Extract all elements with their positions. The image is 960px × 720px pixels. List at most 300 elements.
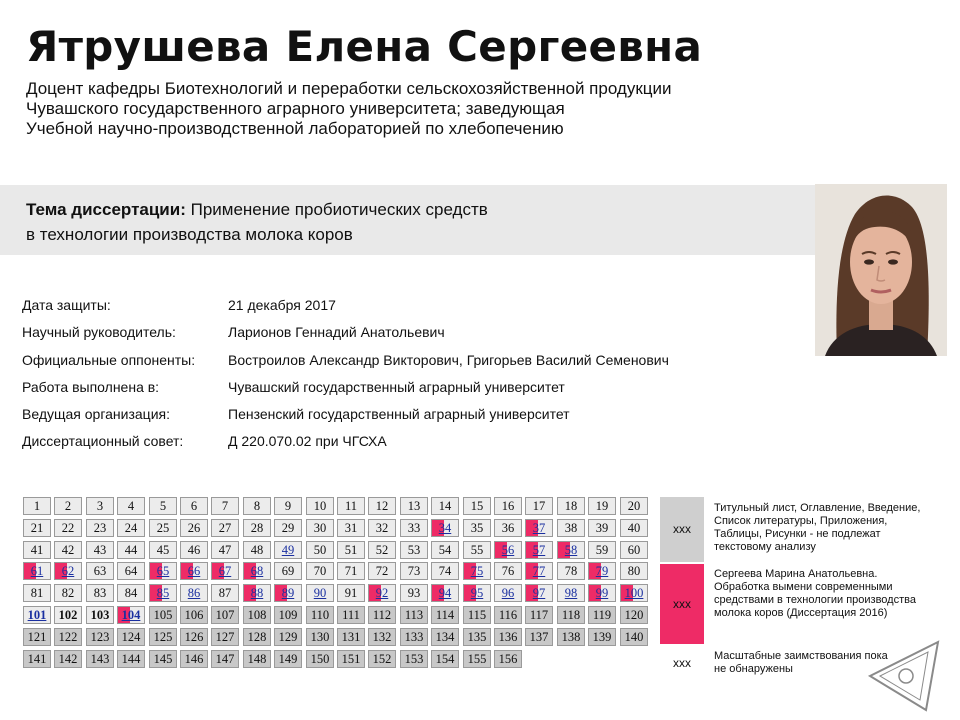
page-cell-148 [243, 650, 271, 668]
page-cell-124 [117, 628, 145, 646]
page-number: 106 [184, 608, 204, 622]
page-number: 1 [33, 499, 41, 513]
page-number: 21 [30, 521, 44, 535]
page-number: 20 [627, 499, 641, 513]
page-number: 41 [30, 543, 44, 557]
page-cell-83 [86, 584, 114, 602]
page-number: 118 [561, 608, 581, 622]
info-label: Дата защиты: [22, 297, 111, 313]
page-cell-137 [525, 628, 553, 646]
page-number: 72 [375, 564, 389, 578]
page-number: 96 [501, 586, 515, 600]
page-cell-156 [494, 650, 522, 668]
page-number: 54 [438, 543, 452, 557]
page-cell-119 [588, 606, 616, 624]
page-cell-81 [23, 584, 51, 602]
page-number: 69 [281, 564, 295, 578]
page-number: 63 [93, 564, 107, 578]
page-cell-111 [337, 606, 365, 624]
info-label: Ведущая организация: [22, 406, 170, 423]
page-cell-123 [86, 628, 114, 646]
page-number: 121 [27, 630, 47, 644]
page-number: 22 [61, 521, 75, 535]
page-number: 19 [595, 499, 609, 513]
page-cell-141 [23, 650, 51, 668]
page-cell-25 [149, 519, 177, 537]
page-cell-128 [243, 628, 271, 646]
page-number: 134 [435, 630, 455, 644]
page-number: 137 [529, 630, 549, 644]
page-cell-2 [54, 497, 82, 515]
page-number: 61 [30, 564, 44, 578]
page-cell-130 [306, 628, 334, 646]
page-number: 12 [375, 499, 389, 513]
page-number: 131 [341, 630, 361, 644]
page-cell-48 [243, 541, 271, 559]
page-number: 71 [344, 564, 358, 578]
page-number: 112 [372, 608, 392, 622]
page-cell-129 [274, 628, 302, 646]
page-number: 16 [501, 499, 515, 513]
page-cell-72 [368, 562, 396, 580]
page-cell-43 [86, 541, 114, 559]
info-value: Ларионов Геннадий Анатольевич [228, 324, 445, 341]
page-number: 29 [281, 521, 295, 535]
page-cell-63 [86, 562, 114, 580]
page-number: 147 [215, 652, 235, 666]
page-cell-102 [54, 606, 82, 624]
page-number: 150 [310, 652, 330, 666]
page-cell-36 [494, 519, 522, 537]
page-number: 90 [313, 586, 327, 600]
info-label: Научный руководитель: [22, 324, 176, 341]
page-cell-70 [306, 562, 334, 580]
page-cell-88[interactable] [243, 584, 271, 602]
page-number: 105 [153, 608, 173, 622]
page-number: 111 [342, 608, 360, 622]
page-number: 132 [372, 630, 392, 644]
page-cell-44 [117, 541, 145, 559]
page-number: 53 [407, 543, 421, 557]
page-cell-52 [368, 541, 396, 559]
page-cell-7 [211, 497, 239, 515]
page-cell-65[interactable] [149, 562, 177, 580]
page-cell-16 [494, 497, 522, 515]
page-cell-92[interactable] [368, 584, 396, 602]
legend-box-borrowed: ххх [660, 564, 704, 644]
page-number: 122 [58, 630, 78, 644]
page-cell-115 [463, 606, 491, 624]
page-cell-51 [337, 541, 365, 559]
page-cell-69 [274, 562, 302, 580]
page-cell-138 [557, 628, 585, 646]
page-number: 26 [187, 521, 201, 535]
page-number: 5 [159, 499, 167, 513]
page-cell-86[interactable] [180, 584, 208, 602]
page-cell-68[interactable] [243, 562, 271, 580]
page-cell-76 [494, 562, 522, 580]
page-number: 103 [90, 608, 110, 622]
page-number: 97 [532, 586, 546, 600]
page-number: 4 [127, 499, 135, 513]
page-cell-122 [54, 628, 82, 646]
position-line: Учебной научно-производственной лабораторией по хлебопечению [26, 119, 564, 138]
page-number: 144 [121, 652, 141, 666]
page-number: 64 [124, 564, 138, 578]
info-value: Востроилов Александр Викторович, Григорьев Василий Семенович [228, 351, 669, 368]
page-cell-32 [368, 519, 396, 537]
page-number: 123 [90, 630, 110, 644]
page-cell-18 [557, 497, 585, 515]
page-cell-143 [86, 650, 114, 668]
dissernet-stamp-icon [866, 638, 942, 714]
page-number: 124 [121, 630, 141, 644]
page-cell-67[interactable] [211, 562, 239, 580]
page-number: 80 [627, 564, 641, 578]
page-cell-101[interactable] [23, 606, 51, 624]
page-cell-131 [337, 628, 365, 646]
page-number: 130 [310, 630, 330, 644]
page-number: 23 [93, 521, 107, 535]
page-number: 78 [564, 564, 578, 578]
page-cell-134 [431, 628, 459, 646]
page-cell-29 [274, 519, 302, 537]
page-number: 129 [278, 630, 298, 644]
page-number: 149 [278, 652, 298, 666]
page-cell-40 [620, 519, 648, 537]
page-number: 153 [404, 652, 424, 666]
info-label: Диссертационный совет: [22, 433, 184, 450]
page-cell-110 [306, 606, 334, 624]
page-number: 109 [278, 608, 298, 622]
page-number: 87 [218, 586, 232, 600]
page-number: 98 [564, 586, 578, 600]
page-number: 136 [498, 630, 518, 644]
page-number: 50 [313, 543, 327, 557]
page-cell-56[interactable] [494, 541, 522, 559]
page-number: 127 [215, 630, 235, 644]
page-cell-23 [86, 519, 114, 537]
page-cell-105 [149, 606, 177, 624]
page-cell-50 [306, 541, 334, 559]
page-number: 126 [184, 630, 204, 644]
page-cell-144 [117, 650, 145, 668]
page-number: 14 [438, 499, 452, 513]
page-cell-53 [400, 541, 428, 559]
page-cell-19 [588, 497, 616, 515]
page-cell-153 [400, 650, 428, 668]
page-cell-85[interactable] [149, 584, 177, 602]
page-cell-66[interactable] [180, 562, 208, 580]
page-number: 36 [501, 521, 515, 535]
page-cell-26 [180, 519, 208, 537]
legend-text-excluded: Титульный лист, Оглавление, Введение, Список литературы, Приложения, Таблицы, Рисунки - не подлежат текстовому анализу [714, 502, 921, 553]
page-cell-71 [337, 562, 365, 580]
page-cell-95[interactable] [463, 584, 491, 602]
page-number: 95 [470, 586, 484, 600]
legend-text-borrowed: Сергеева Марина Анатольевна. Обработка вымени современными средствами в технологии производства молока коров (Диссертация 2016) [714, 568, 916, 619]
page-cell-132 [368, 628, 396, 646]
page-number: 101 [27, 608, 47, 622]
page-cell-62[interactable] [54, 562, 82, 580]
page-number: 34 [438, 521, 452, 535]
page-cell-100[interactable] [620, 584, 648, 602]
page-cell-9 [274, 497, 302, 515]
page-cell-108 [243, 606, 271, 624]
page-cell-74 [431, 562, 459, 580]
page-number: 110 [310, 608, 330, 622]
page-number: 24 [124, 521, 138, 535]
page-number: 83 [93, 586, 107, 600]
page-number: 31 [344, 521, 358, 535]
page-cell-113 [400, 606, 428, 624]
page-number: 35 [470, 521, 484, 535]
page-cell-61[interactable] [23, 562, 51, 580]
page-cell-75[interactable] [463, 562, 491, 580]
page-number: 60 [627, 543, 641, 557]
page-cell-20 [620, 497, 648, 515]
page-cell-41 [23, 541, 51, 559]
info-value: Чувашский государственный аграрный университет [228, 378, 565, 395]
page-number: 58 [564, 543, 578, 557]
page-cell-146 [180, 650, 208, 668]
page-cell-11 [337, 497, 365, 515]
page-cell-109 [274, 606, 302, 624]
page-number: 76 [501, 564, 515, 578]
page-number: 46 [187, 543, 201, 557]
page-number: 79 [595, 564, 609, 578]
page-cell-77[interactable] [525, 562, 553, 580]
page-cell-64 [117, 562, 145, 580]
page-cell-84 [117, 584, 145, 602]
position-line: Чувашского государственного аграрного университета; заведующая [26, 99, 565, 118]
page-cell-93 [400, 584, 428, 602]
page-number: 30 [313, 521, 327, 535]
page-number: 28 [250, 521, 264, 535]
page-cell-55 [463, 541, 491, 559]
page-number: 102 [58, 608, 78, 622]
page-number: 117 [529, 608, 549, 622]
page-number: 11 [344, 499, 358, 513]
page-number: 125 [153, 630, 173, 644]
page-number: 33 [407, 521, 421, 535]
page-number: 42 [61, 543, 75, 557]
page-cell-22 [54, 519, 82, 537]
page-cell-38 [557, 519, 585, 537]
page-cell-87 [211, 584, 239, 602]
page-number: 37 [532, 521, 546, 535]
page-number: 138 [561, 630, 581, 644]
page-number: 120 [624, 608, 644, 622]
page-cell-28 [243, 519, 271, 537]
page-cell-30 [306, 519, 334, 537]
page-number: 6 [190, 499, 198, 513]
page-number: 89 [281, 586, 295, 600]
page-cell-15 [463, 497, 491, 515]
page-cell-46 [180, 541, 208, 559]
thesis-label: Тема диссертации: [26, 200, 186, 219]
page-cell-37[interactable] [525, 519, 553, 537]
page-cell-10 [306, 497, 334, 515]
page-number: 51 [344, 543, 358, 557]
page-cell-135 [463, 628, 491, 646]
page-number: 140 [624, 630, 644, 644]
page-number: 104 [121, 608, 141, 622]
page-number: 15 [470, 499, 484, 513]
page-cell-96[interactable] [494, 584, 522, 602]
page-cell-106 [180, 606, 208, 624]
page-number: 107 [215, 608, 235, 622]
page-number: 62 [61, 564, 75, 578]
page-cell-35 [463, 519, 491, 537]
page-cell-112 [368, 606, 396, 624]
page-number: 100 [624, 586, 644, 600]
page-cell-152 [368, 650, 396, 668]
page-number: 38 [564, 521, 578, 535]
page-number: 43 [93, 543, 107, 557]
page-cell-97[interactable] [525, 584, 553, 602]
page-cell-145 [149, 650, 177, 668]
page-number: 86 [187, 586, 201, 600]
page-cell-103 [86, 606, 114, 624]
page-cell-79[interactable] [588, 562, 616, 580]
page-cell-45 [149, 541, 177, 559]
page-number: 146 [184, 652, 204, 666]
page-cell-34[interactable] [431, 519, 459, 537]
page-cell-98[interactable] [557, 584, 585, 602]
page-number: 57 [532, 543, 546, 557]
page-cell-116 [494, 606, 522, 624]
page-number: 74 [438, 564, 452, 578]
page-number: 142 [58, 652, 78, 666]
page-number: 91 [344, 586, 358, 600]
page-cell-13 [400, 497, 428, 515]
page-number: 108 [247, 608, 267, 622]
page-number: 115 [467, 608, 487, 622]
page-cell-99[interactable] [588, 584, 616, 602]
page-cell-139 [588, 628, 616, 646]
info-value: Д 220.070.02 при ЧГСХА [228, 433, 387, 450]
page-number: 81 [30, 586, 44, 600]
page-number: 151 [341, 652, 361, 666]
page-number: 67 [218, 564, 232, 578]
page-number: 88 [250, 586, 264, 600]
info-value: 21 декабря 2017 [228, 297, 336, 313]
page-number: 133 [404, 630, 424, 644]
page-number: 25 [156, 521, 170, 535]
page-number: 13 [407, 499, 421, 513]
page-number: 77 [532, 564, 546, 578]
page-cell-5 [149, 497, 177, 515]
page-number: 56 [501, 543, 515, 557]
page-number: 139 [592, 630, 612, 644]
page-cell-58[interactable] [557, 541, 585, 559]
page-cell-114 [431, 606, 459, 624]
page-cell-126 [180, 628, 208, 646]
page-number: 39 [595, 521, 609, 535]
page-number: 7 [221, 499, 229, 513]
legend-text-none: Масштабные заимствования пока не обнаружены [714, 650, 888, 675]
page-cell-24 [117, 519, 145, 537]
page-cell-3 [86, 497, 114, 515]
page-number: 55 [470, 543, 484, 557]
page-cell-57[interactable] [525, 541, 553, 559]
position-line: Доцент кафедры Биотехнологий и переработки сельскохозяйственной продукции [26, 79, 672, 98]
page-cell-136 [494, 628, 522, 646]
page-cell-8 [243, 497, 271, 515]
page-cell-12 [368, 497, 396, 515]
page-cell-42 [54, 541, 82, 559]
page-cell-31 [337, 519, 365, 537]
page-number: 8 [253, 499, 261, 513]
page-number: 44 [124, 543, 138, 557]
page-cell-127 [211, 628, 239, 646]
page-number: 65 [156, 564, 170, 578]
page-cell-117 [525, 606, 553, 624]
thesis-title-line2: в технологии производства молока коров [26, 225, 353, 244]
page-cell-142 [54, 650, 82, 668]
page-cell-21 [23, 519, 51, 537]
page-number: 40 [627, 521, 641, 535]
page-cell-39 [588, 519, 616, 537]
page-cell-59 [588, 541, 616, 559]
info-value: Пензенский государственный аграрный университет [228, 406, 570, 423]
page-number: 93 [407, 586, 421, 600]
person-name: Ятрушева Елена Сергеевна [26, 22, 703, 71]
page-number: 48 [250, 543, 264, 557]
page-number: 154 [435, 652, 455, 666]
page-cell-107 [211, 606, 239, 624]
page-cell-104[interactable] [117, 606, 145, 624]
page-number: 92 [375, 586, 389, 600]
page-number: 155 [467, 652, 487, 666]
page-cell-125 [149, 628, 177, 646]
page-cell-151 [337, 650, 365, 668]
page-number: 27 [218, 521, 232, 535]
page-cell-149 [274, 650, 302, 668]
page-number: 75 [470, 564, 484, 578]
info-label: Официальные оппоненты: [22, 351, 196, 368]
page-cell-4 [117, 497, 145, 515]
page-cell-94[interactable] [431, 584, 459, 602]
page-cell-121 [23, 628, 51, 646]
page-number: 52 [375, 543, 389, 557]
page-number: 3 [96, 499, 104, 513]
page-cell-133 [400, 628, 428, 646]
page-cell-73 [400, 562, 428, 580]
page-number: 2 [64, 499, 72, 513]
portrait-photo [815, 184, 947, 356]
page-number: 114 [435, 608, 455, 622]
page-number: 84 [124, 586, 138, 600]
page-number: 17 [532, 499, 546, 513]
page-number: 128 [247, 630, 267, 644]
page-cell-89[interactable] [274, 584, 302, 602]
page-number: 32 [375, 521, 389, 535]
legend-box-excluded: ххх [660, 497, 704, 562]
page-cell-49[interactable] [274, 541, 302, 559]
page-cell-155 [463, 650, 491, 668]
page-cell-90[interactable] [306, 584, 334, 602]
page-number: 94 [438, 586, 452, 600]
page-number: 70 [313, 564, 327, 578]
page-number: 68 [250, 564, 264, 578]
page-number: 156 [498, 652, 518, 666]
page-number: 85 [156, 586, 170, 600]
page-cell-120 [620, 606, 648, 624]
page-cell-33 [400, 519, 428, 537]
page-number: 119 [592, 608, 612, 622]
